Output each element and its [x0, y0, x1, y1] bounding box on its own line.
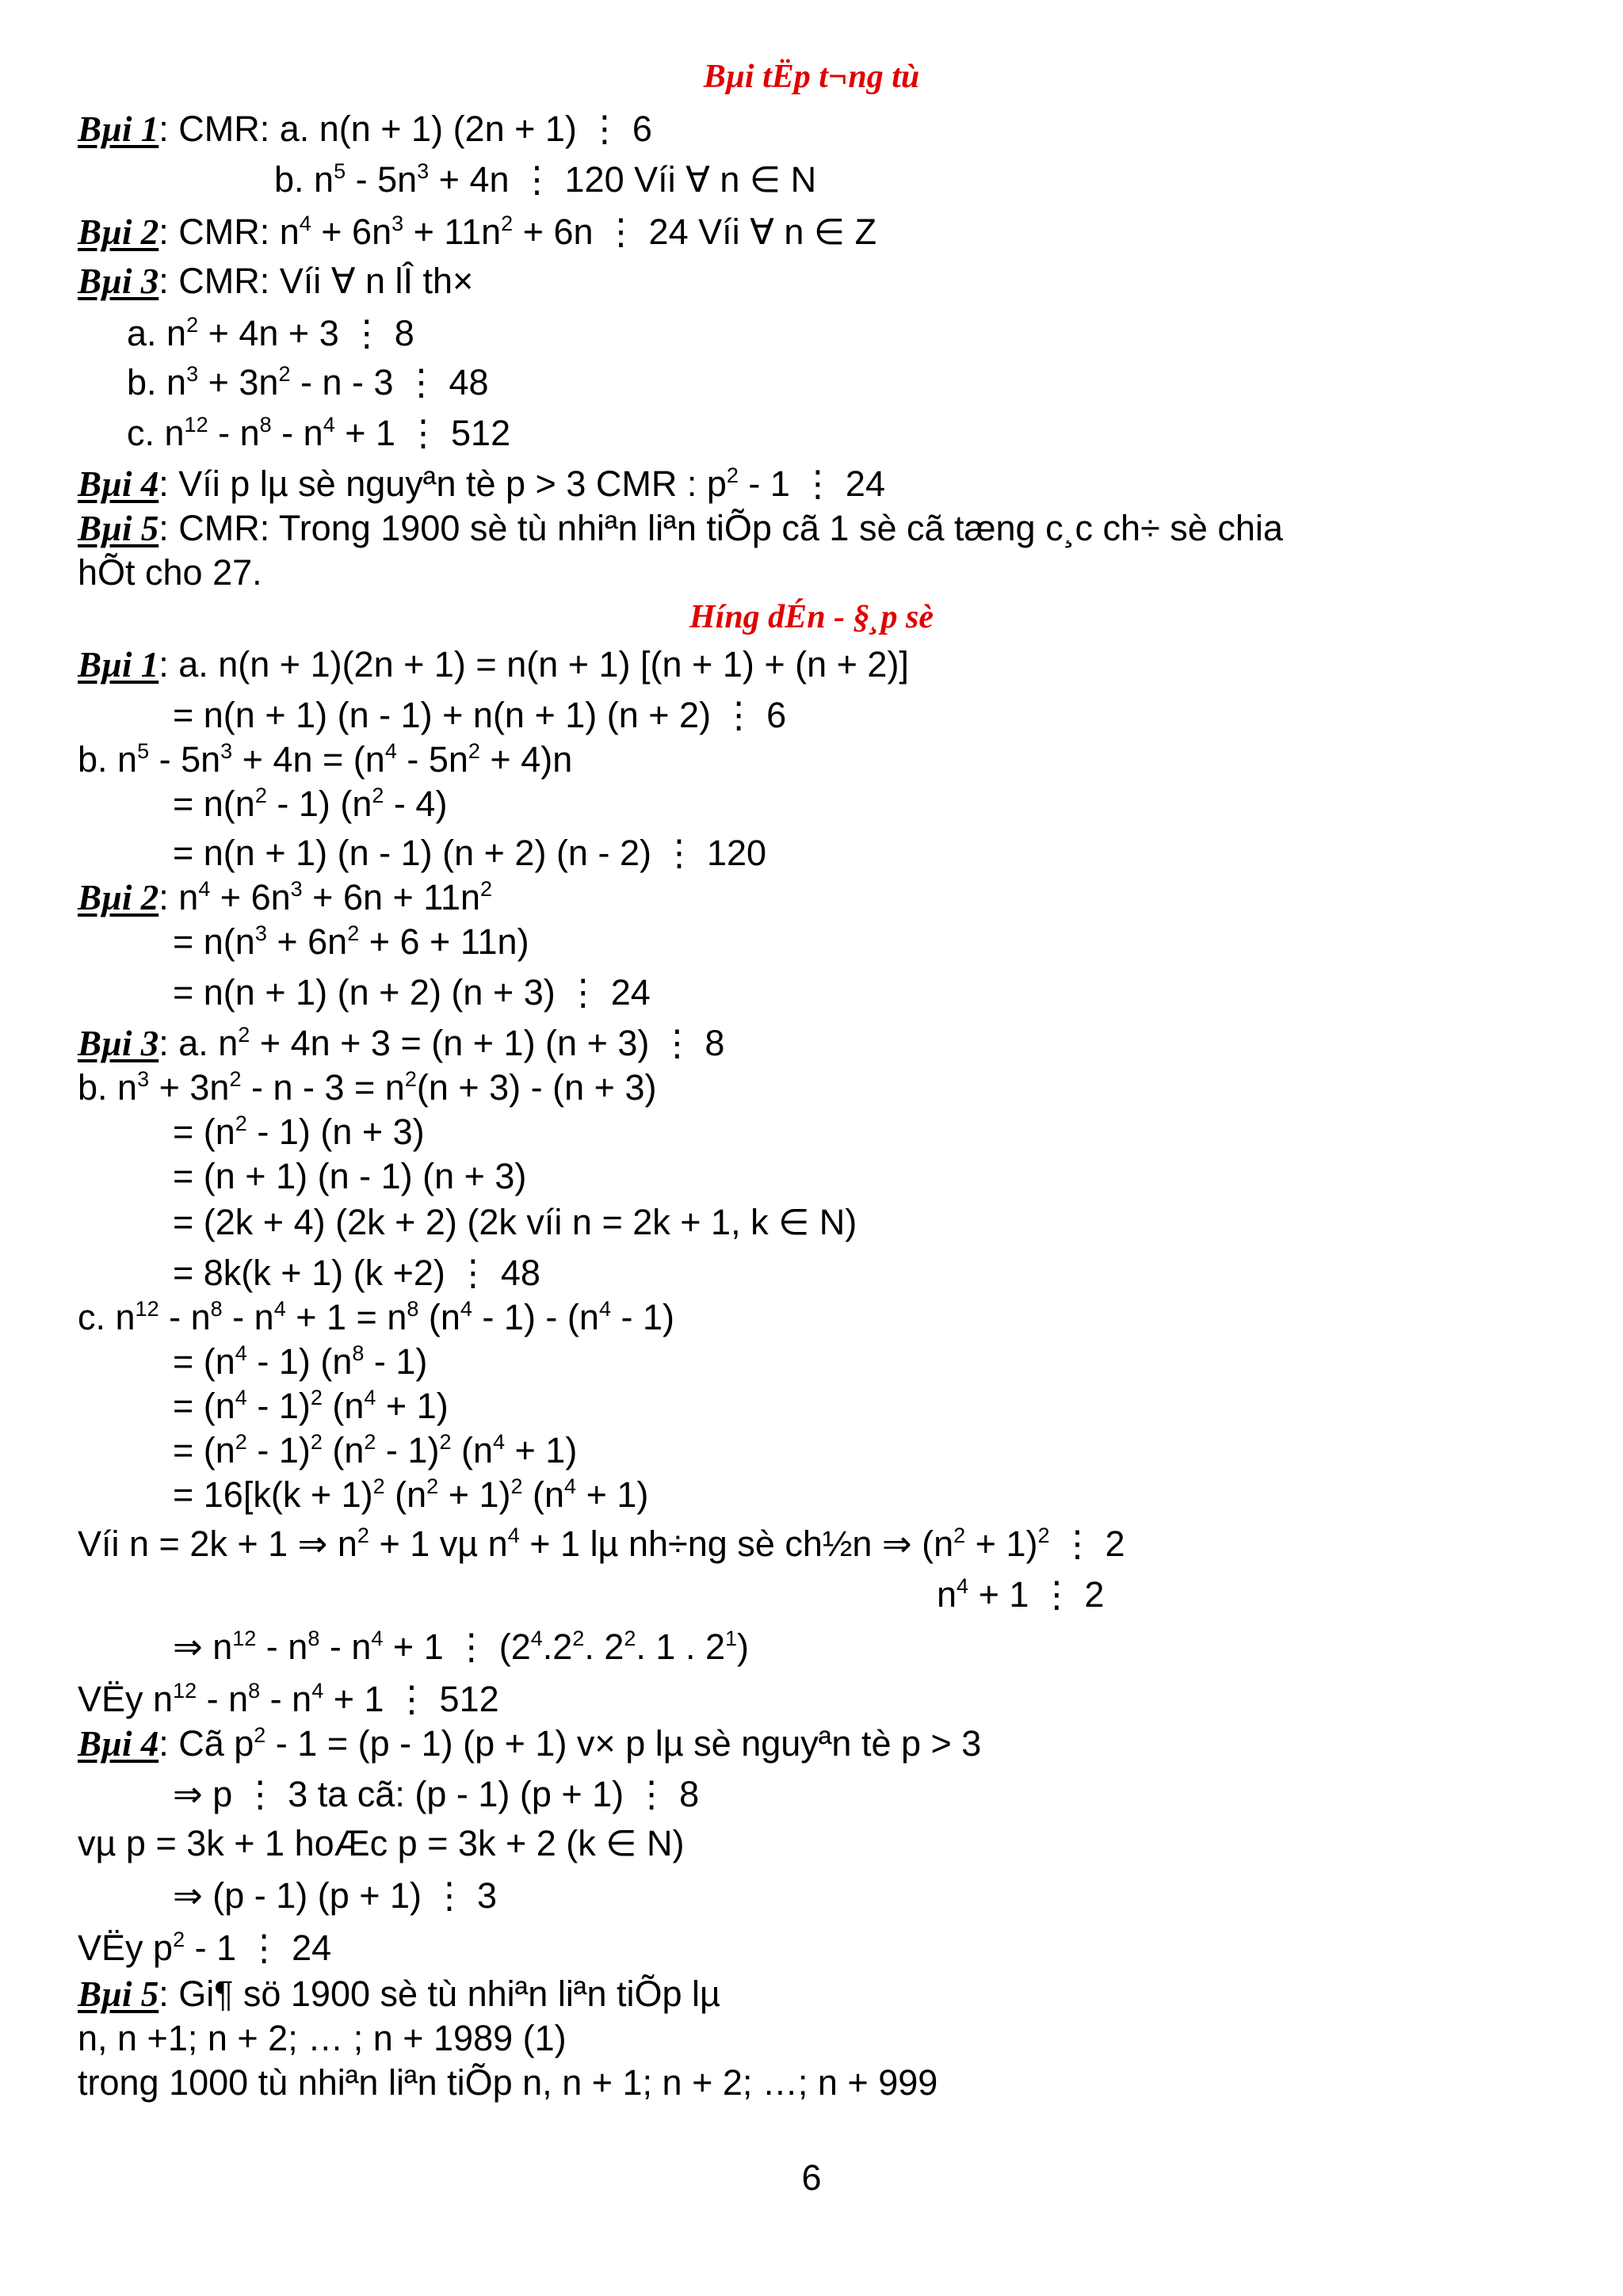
answer-line: = $(n^2 - 1) (n + 3)$ [173, 1112, 425, 1152]
answer-5-line: Bµi 5: Gi¶ sö 1900 sè tù nhiªn liªn tiÕp lµ [78, 1974, 720, 2014]
answer-line: VËy $p^2 - 1$ ⋮ 24 [78, 1928, 332, 1968]
answer-line: = (2k + 4) (2k + 2) (2k víi n = 2k + 1, k ∈ N) [173, 1202, 857, 1242]
answer-line: = $(n^2 - 1)^2$ $(n^2 - 1)^2$ $(n^4 + 1)$ [173, 1430, 578, 1470]
answer-line: = n(n + 1) (n + 2) (n + 3) ⋮ 24 [173, 972, 651, 1013]
exercises-title: Bµi tËp t¬ng tù [703, 59, 920, 95]
answer-line: b. $n^5 - 5n^3 + 4n = (n^4 - 5n^2 + 4)n$ [78, 739, 573, 780]
answer-line: c. $n^{12} - n^8 - n^4 + 1 = n^8$ $(n^4 - 1) - (n^4 - 1)$ [78, 1297, 674, 1337]
answer-line: = n(n + 1) (n - 1) (n + 2) (n - 2) ⋮ 120 [173, 833, 767, 873]
answer-label: Bµi 2 [78, 878, 159, 917]
answer-line: = 8k(k + 1) (k +2) ⋮ 48 [173, 1253, 540, 1293]
answer-line: Víi n = 2k + 1 ⇒ $n^2 + 1$ vµ $n^4 + 1$ lµ nh÷ng sè ch½n ⇒ $(n^2 + 1)^2$ ⋮ 2 [78, 1524, 1125, 1564]
answer-line: trong 1000 tù nhiªn liªn tiÕp n, n + 1; n + 2; …; n + 999 [78, 2062, 938, 2103]
exercise-2-line: Bµi 2: CMR: $n^4 + 6n^3 + 11n^2 + 6n$ ⋮ 24 Víi ∀ n ∈ Z [78, 212, 877, 252]
exercise-3c: c. $n^{12} - n^8 - n^4 + 1$ ⋮ 512 [127, 413, 511, 453]
exercise-1-line-b: b. $n^5 - 5n^3 + 4n$ ⋮ 120 Víi ∀ n ∈ N [274, 159, 817, 200]
answer-line: = n(n + 1) (n - 1) + n(n + 1) (n + 2) ⋮ 6 [173, 695, 787, 735]
answer-line: = $(n^4 - 1)^2$ $(n^4 + 1)$ [173, 1386, 449, 1426]
answer-line: = $n(n^2 - 1)$ $(n^2 - 4)$ [173, 784, 448, 824]
answer-line: n, n +1; n + 2; … ; n + 1989 (1) [78, 2018, 567, 2058]
answers-title: Híng dÉn - §¸p sè [689, 599, 934, 635]
answer-line: $n^4 + 1$ ⋮ 2 [937, 1574, 1105, 1615]
exercise-3b: b. $n^3 + 3n^2 - n - 3$ ⋮ 48 [127, 362, 489, 402]
exercise-label: Bµi 4 [78, 464, 159, 504]
answer-4-line: Bµi 4: Cã $p^2 - 1 = (p - 1) (p + 1)$ v× p lµ sè nguyªn tè p > 3 [78, 1723, 982, 1764]
exercise-5-line-a: Bµi 5: CMR: Trong 1900 sè tù nhiªn liªn tiÕp cã 1 sè cã tæng c¸c ch÷ sè chia [78, 508, 1283, 548]
answer-line: ⇒ (p - 1) (p + 1) ⋮ 3 [173, 1875, 498, 1916]
answer-label: Bµi 5 [78, 1974, 159, 2014]
answer-1-line: Bµi 1: a. n(n + 1)(2n + 1) = n(n + 1) [(n + 1) + (n + 2)] [78, 644, 909, 685]
answer-3-line: Bµi 3: a. $n^2 + 4n + 3 = (n + 1) (n + 3)$ ⋮ 8 [78, 1023, 725, 1063]
exercise-label: Bµi 2 [78, 212, 159, 252]
answer-line: ⇒ p ⋮ 3 ta cã: (p - 1) (p + 1) ⋮ 8 [173, 1774, 700, 1814]
exercise-label: Bµi 3 [78, 261, 159, 301]
exercise-3a: a. $n^2 + 4n + 3$ ⋮ 8 [127, 313, 414, 353]
answer-label: Bµi 3 [78, 1024, 159, 1063]
answer-line: = $n(n^3 + 6n^2 + 6 + 11n)$ [173, 921, 529, 962]
page-number: 6 [801, 2157, 822, 2198]
answer-line: = (n + 1) (n - 1) (n + 3) [173, 1156, 527, 1196]
answer-line: = $(n^4 - 1)$ $(n^8 - 1)$ [173, 1341, 428, 1382]
answer-line: = $16[k(k + 1)^2$ $(n^2 + 1)^2$ $(n^4 + 1)$ [173, 1474, 649, 1515]
answer-line: VËy $n^{12} - n^8 - n^4 + 1$ ⋮ 512 [78, 1679, 499, 1719]
exercise-label: Bµi 1 [78, 109, 159, 149]
answer-line: ⇒ $n^{12} - n^8 - n^4 + 1$ ⋮ ($2^4.2^2$. $2^2$. 1 . $2^1$) [173, 1627, 750, 1667]
exercise-3-line: Bµi 3: CMR: Víi ∀ n lÎ th× [78, 261, 474, 301]
exercise-5-line-b: hÕt cho 27. [78, 552, 262, 593]
answer-label: Bµi 4 [78, 1724, 159, 1764]
answer-2-line: Bµi 2: $n^4 + 6n^3 + 6n + 11n^2$ [78, 877, 493, 917]
exercise-1-line-a: Bµi 1: CMR: a. n(n + 1) (2n + 1) ⋮ 6 [78, 109, 652, 149]
exercise-4-line: Bµi 4: Víi p lµ sè nguyªn tè p > 3 CMR : $p^2 - 1$ ⋮ 24 [78, 463, 885, 504]
answer-label: Bµi 1 [78, 645, 159, 685]
answer-line: vµ p = 3k + 1 hoÆc p = 3k + 2 (k ∈ N) [78, 1823, 685, 1863]
answer-line: b. $n^3 + 3n^2 - n - 3 = n^2(n + 3) - (n + 3)$ [78, 1067, 657, 1108]
exercise-label: Bµi 5 [78, 509, 159, 548]
